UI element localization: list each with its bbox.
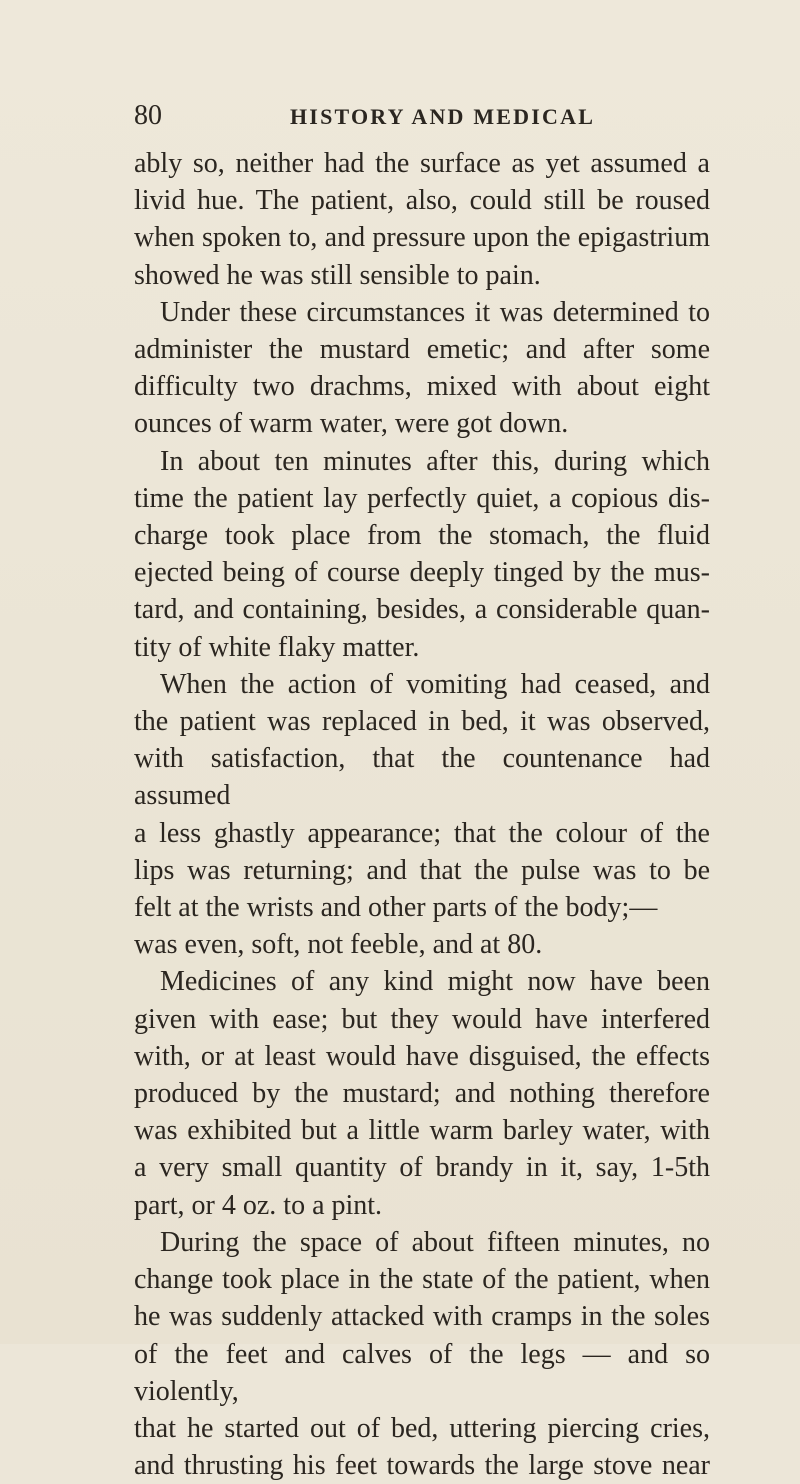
text-line: ably so, neither had the surface as yet assumed a (134, 148, 710, 179)
text-line: produced by the mustard; and nothing therefore (134, 1078, 710, 1110)
body-text (134, 145, 710, 1484)
text-line: showed he was still sensible to pain. (134, 259, 541, 291)
paragraph-4 (134, 666, 710, 964)
text-line: of the feet and calves of the legs — and so violently, (134, 1338, 710, 1407)
text-line: charge took place from the stomach, the fluid (134, 520, 710, 552)
text-line: Medicines of any kind might now have been (160, 966, 710, 998)
text-line: the patient was replaced in bed, it was observed, (134, 706, 710, 738)
text-line: was exhibited but a little warm barley water, with (134, 1115, 710, 1147)
text-line: administer the mustard emetic; and after some (134, 334, 710, 366)
paragraph-3 (134, 443, 710, 666)
text-line: a less ghastly appearance; that the colour of the (134, 817, 710, 849)
text-line: with, or at least would have disguised, the effects (134, 1040, 710, 1072)
text-line: given with ease; but they would have interfered (134, 1003, 710, 1035)
text-line: was even, soft, not feeble, and at 80. (134, 929, 543, 961)
text-line: and thrusting his feet towards the large stove near (134, 1450, 710, 1482)
text-line: During the space of about fifteen minutes, no (160, 1226, 710, 1258)
text-line: ejected being of course deeply tinged by the mus- (134, 557, 710, 589)
paragraph-6 (134, 1224, 710, 1484)
text-line: change took place in the state of the patient, when (134, 1264, 710, 1296)
running-head (134, 100, 710, 140)
text-line: difficulty two drachms, mixed with about eight (134, 371, 710, 403)
text-line: In about ten minutes after this, during which (160, 445, 710, 477)
running-title: HISTORY AND MEDICAL (290, 104, 596, 129)
text-line: lips was returning; and that the pulse was to be (134, 854, 710, 886)
text-line: with satisfaction, that the countenance had assumed (134, 743, 710, 812)
text-line: tity of white flaky matter. (134, 631, 420, 663)
text-line: ounces of warm water, were got down. (134, 408, 569, 440)
text-line: Under these circumstances it was determined to (160, 296, 710, 328)
text-line: a very small quantity of brandy in it, say, 1-5th (134, 1152, 710, 1184)
text-line: time the patient lay perfectly quiet, a copious dis- (134, 482, 710, 514)
paragraph-1 (134, 145, 710, 294)
text-line: he was suddenly attacked with cramps in the soles (134, 1301, 710, 1333)
page-number: 80 (134, 100, 162, 131)
text-line: livid hue. The patient, also, could still be roused (134, 185, 710, 217)
paragraph-2 (134, 294, 710, 443)
text-line: part, or 4 oz. to a pint. (134, 1189, 383, 1221)
text-line: tard, and containing, besides, a considerable quan- (134, 594, 710, 626)
text-line: when spoken to, and pressure upon the epigastrium (134, 222, 710, 254)
text-line: that he started out of bed, uttering piercing cries, (134, 1412, 710, 1444)
text-line: felt at the wrists and other parts of the body;— (134, 892, 658, 924)
paragraph-5 (134, 963, 710, 1223)
text-line: When the action of vomiting had ceased, and (160, 668, 710, 700)
